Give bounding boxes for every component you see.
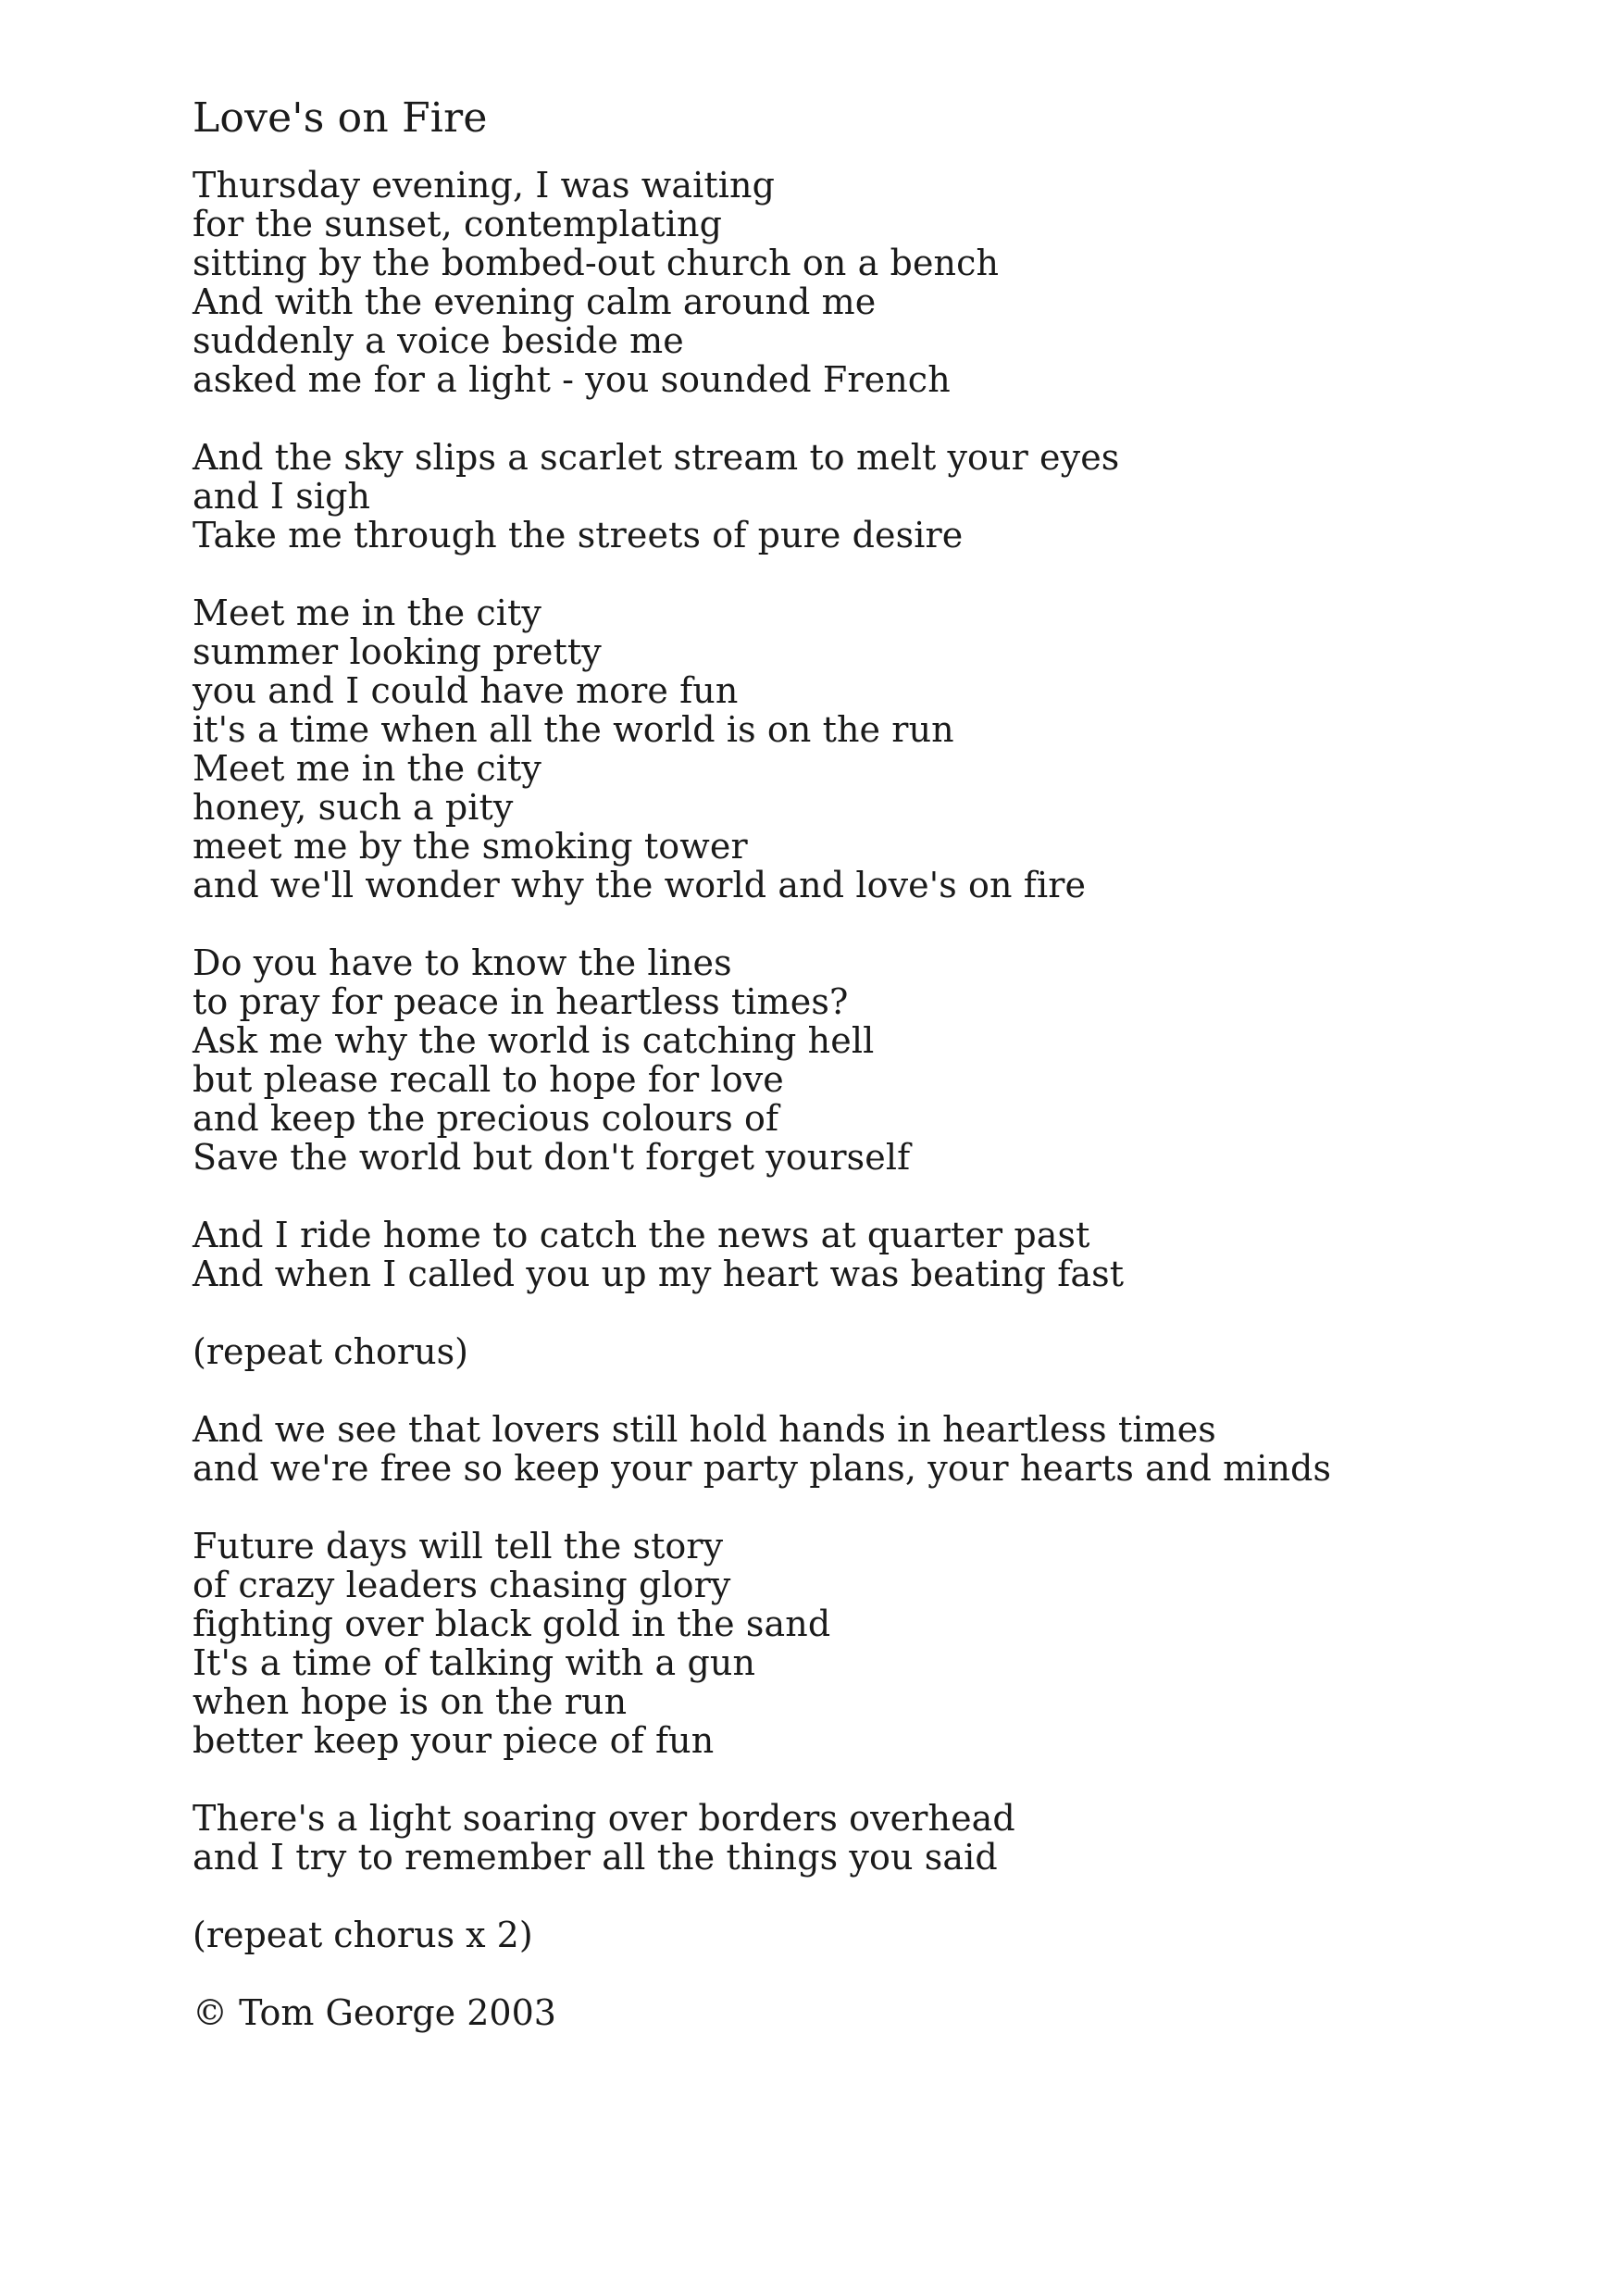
lyric-line: to pray for peace in heartless times? — [193, 981, 849, 1022]
lyric-line: sitting by the bombed-out church on a bench — [193, 243, 1000, 283]
lyric-line: and we'll wonder why the world and love's on fire — [193, 865, 1087, 905]
stanza-verse-2 — [193, 943, 1544, 1177]
lyric-line: Take me through the streets of pure desire — [193, 515, 964, 555]
lyric-line: suddenly a voice beside me — [193, 320, 684, 361]
lyric-line: And we see that lovers still hold hands in heartless times — [193, 1409, 1216, 1450]
lyrics-content — [193, 94, 1544, 2032]
lyric-line: of crazy leaders chasing glory — [193, 1565, 731, 1605]
lyric-line: you and I could have more fun — [193, 670, 739, 711]
lyric-line: meet me by the smoking tower — [193, 826, 748, 867]
lyric-line: and we're free so keep your party plans, your hearts and minds — [193, 1448, 1332, 1489]
lyric-line: It's a time of talking with a gun — [193, 1642, 756, 1683]
lyric-line: but please recall to hope for love — [193, 1059, 784, 1100]
lyric-line: and I try to remember all the things you said — [193, 1837, 998, 1878]
stanza-verse-1 — [193, 166, 1544, 399]
lyric-line: There's a light soaring over borders overhead — [193, 1798, 1015, 1839]
lyric-line: And I ride home to catch the news at quarter past — [193, 1215, 1090, 1255]
lyric-line: honey, such a pity — [193, 787, 514, 828]
lyric-line: for the sunset, contemplating — [193, 204, 723, 244]
lyric-line: And when I called you up my heart was beating fast — [193, 1254, 1125, 1294]
song-title: Love's on Fire — [193, 94, 488, 142]
lyric-line: Save the world but don't forget yourself — [193, 1137, 911, 1178]
lyric-line: Ask me why the world is catching hell — [193, 1020, 875, 1061]
lyric-line: Do you have to know the lines — [193, 942, 732, 983]
lyric-line: and keep the precious colours of — [193, 1098, 779, 1139]
lyric-line: asked me for a light - you sounded French — [193, 359, 951, 400]
stanza-chorus — [193, 593, 1544, 905]
lyric-line: and I sigh — [193, 476, 371, 517]
stanza-bridge-2 — [193, 1216, 1544, 1293]
lyric-line: Meet me in the city — [193, 593, 541, 633]
lyric-line: Thursday evening, I was waiting — [193, 165, 776, 206]
stanza-verse-3 — [193, 1527, 1544, 1760]
stanza-bridge-1 — [193, 438, 1544, 555]
lyric-line: it's a time when all the world is on the run — [193, 709, 954, 750]
lyric-line: better keep your piece of fun — [193, 1720, 715, 1761]
lyric-line: Meet me in the city — [193, 748, 541, 789]
repeat-chorus-note: (repeat chorus) — [193, 1331, 468, 1372]
lyric-line: And the sky slips a scarlet stream to melt your eyes — [193, 437, 1120, 478]
lyric-line: Future days will tell the story — [193, 1526, 724, 1566]
lyric-line: summer looking pretty — [193, 631, 602, 672]
lyric-line: fighting over black gold in the sand — [193, 1603, 831, 1644]
stanza-bridge-3 — [193, 1410, 1544, 1488]
copyright-notice: © Tom George 2003 — [193, 1992, 556, 2033]
lyric-line: when hope is on the run — [193, 1681, 628, 1722]
stanza-bridge-4 — [193, 1799, 1544, 1877]
lyric-line: And with the evening calm around me — [193, 281, 877, 322]
repeat-chorus-x2-note: (repeat chorus x 2) — [193, 1915, 533, 1955]
